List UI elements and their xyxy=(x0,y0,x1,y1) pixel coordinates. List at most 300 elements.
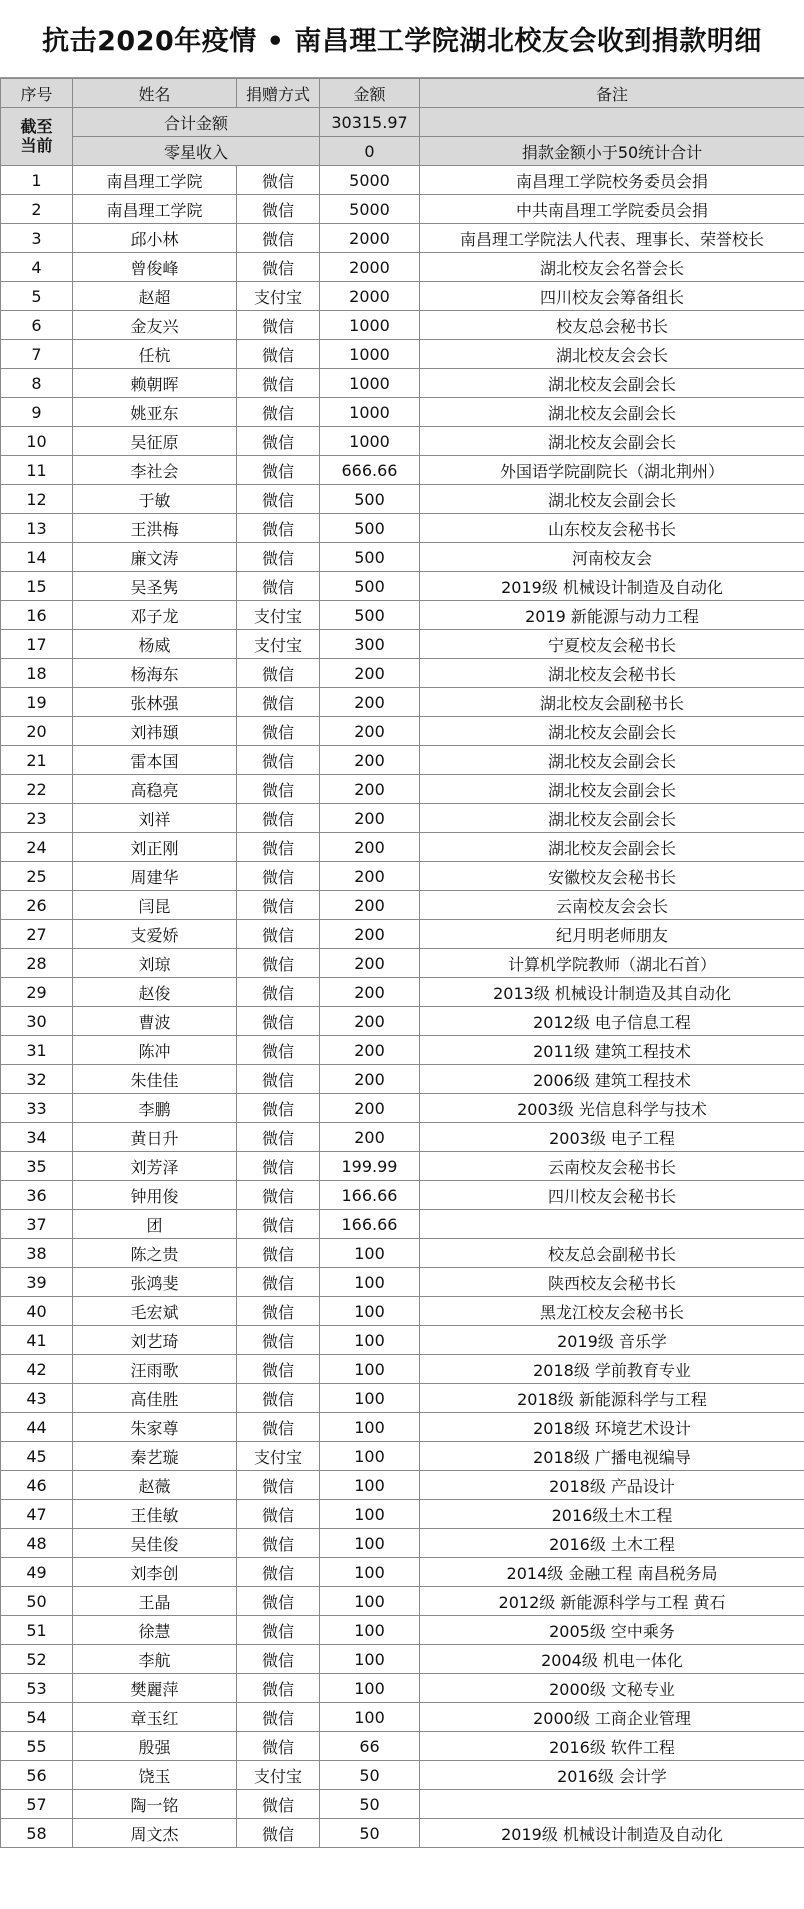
cell-method: 微信 xyxy=(237,1819,320,1848)
cell-amount: 5000 xyxy=(320,195,420,224)
cell-amount: 500 xyxy=(320,485,420,514)
cell-note: 2018级 新能源科学与工程 xyxy=(420,1384,804,1413)
cell-index: 11 xyxy=(1,456,73,485)
cell-method: 微信 xyxy=(237,1297,320,1326)
table-row xyxy=(1,456,804,485)
cell-name: 陶一铭 xyxy=(73,1790,237,1819)
cell-name: 朱家尊 xyxy=(73,1413,237,1442)
cell-index: 53 xyxy=(1,1674,73,1703)
cell-amount: 200 xyxy=(320,1094,420,1123)
table-row xyxy=(1,1123,804,1152)
cell-name: 于敏 xyxy=(73,485,237,514)
header-method: 捐赠方式 xyxy=(237,79,320,108)
cell-amount: 500 xyxy=(320,572,420,601)
cell-amount: 200 xyxy=(320,688,420,717)
table-row xyxy=(1,1819,804,1848)
cell-name: 李社会 xyxy=(73,456,237,485)
cell-note: 2018级 产品设计 xyxy=(420,1471,804,1500)
cell-name: 廉文涛 xyxy=(73,543,237,572)
cell-amount: 100 xyxy=(320,1703,420,1732)
table-row xyxy=(1,369,804,398)
cell-method: 微信 xyxy=(237,1007,320,1036)
cell-name: 刘艺琦 xyxy=(73,1326,237,1355)
table-row xyxy=(1,485,804,514)
cell-note: 湖北校友会副会长 xyxy=(420,485,804,514)
cell-note: 四川校友会筹备组长 xyxy=(420,282,804,311)
table-row xyxy=(1,688,804,717)
cell-index: 40 xyxy=(1,1297,73,1326)
cell-note: 四川校友会秘书长 xyxy=(420,1181,804,1210)
cell-amount: 200 xyxy=(320,1123,420,1152)
cell-note: 2019 新能源与动力工程 xyxy=(420,601,804,630)
cell-name: 邱小林 xyxy=(73,224,237,253)
cell-index: 8 xyxy=(1,369,73,398)
table-row xyxy=(1,601,804,630)
cell-index: 3 xyxy=(1,224,73,253)
cell-index: 47 xyxy=(1,1500,73,1529)
cell-name: 陈之贵 xyxy=(73,1239,237,1268)
cell-amount: 200 xyxy=(320,1036,420,1065)
cell-note: 2011级 建筑工程技术 xyxy=(420,1036,804,1065)
cell-note: 安徽校友会秘书长 xyxy=(420,862,804,891)
cell-method: 微信 xyxy=(237,572,320,601)
cell-note: 2003级 电子工程 xyxy=(420,1123,804,1152)
cell-note: 2003级 光信息科学与技术 xyxy=(420,1094,804,1123)
cell-index: 14 xyxy=(1,543,73,572)
cell-note: 湖北校友会副会长 xyxy=(420,833,804,862)
cell-index: 25 xyxy=(1,862,73,891)
cell-note: 南昌理工学院法人代表、理事长、荣誉校长 xyxy=(420,224,804,253)
page-title: 抗击2020年疫情 • 南昌理工学院湖北校友会收到捐款明细 xyxy=(0,0,804,78)
table-row xyxy=(1,224,804,253)
table-row xyxy=(1,1384,804,1413)
table-row xyxy=(1,630,804,659)
cell-name: 徐慧 xyxy=(73,1616,237,1645)
cell-method: 微信 xyxy=(237,166,320,195)
cell-name: 赵俊 xyxy=(73,978,237,1007)
cell-amount: 100 xyxy=(320,1297,420,1326)
cell-note: 湖北校友会副会长 xyxy=(420,427,804,456)
cell-method: 微信 xyxy=(237,1558,320,1587)
cell-method: 微信 xyxy=(237,1210,320,1239)
table-row xyxy=(1,717,804,746)
cell-method: 支付宝 xyxy=(237,1761,320,1790)
cell-amount: 300 xyxy=(320,630,420,659)
cell-method: 微信 xyxy=(237,1239,320,1268)
cell-index: 27 xyxy=(1,920,73,949)
cell-index: 15 xyxy=(1,572,73,601)
cell-method: 微信 xyxy=(237,775,320,804)
cell-index: 16 xyxy=(1,601,73,630)
cell-note: 2016级 会计学 xyxy=(420,1761,804,1790)
cell-index: 21 xyxy=(1,746,73,775)
cell-index: 20 xyxy=(1,717,73,746)
cell-index: 50 xyxy=(1,1587,73,1616)
cell-index: 33 xyxy=(1,1094,73,1123)
summary-label-line2: 当前 xyxy=(20,135,53,155)
table-row xyxy=(1,1065,804,1094)
cell-amount: 1000 xyxy=(320,340,420,369)
table-row xyxy=(1,1500,804,1529)
cell-index: 54 xyxy=(1,1703,73,1732)
cell-method: 微信 xyxy=(237,978,320,1007)
cell-method: 微信 xyxy=(237,1471,320,1500)
cell-name: 王佳敏 xyxy=(73,1500,237,1529)
cell-index: 35 xyxy=(1,1152,73,1181)
cell-amount: 1000 xyxy=(320,398,420,427)
cell-method: 微信 xyxy=(237,398,320,427)
cell-amount: 200 xyxy=(320,891,420,920)
table-row xyxy=(1,978,804,1007)
cell-method: 微信 xyxy=(237,1703,320,1732)
cell-method: 微信 xyxy=(237,1413,320,1442)
cell-name: 刘琼 xyxy=(73,949,237,978)
cell-index: 1 xyxy=(1,166,73,195)
cell-index: 10 xyxy=(1,427,73,456)
cell-index: 31 xyxy=(1,1036,73,1065)
cell-name: 赵超 xyxy=(73,282,237,311)
cell-note: 宁夏校友会秘书长 xyxy=(420,630,804,659)
cell-method: 微信 xyxy=(237,1616,320,1645)
cell-index: 7 xyxy=(1,340,73,369)
summary-small-row xyxy=(1,137,804,166)
cell-method: 微信 xyxy=(237,891,320,920)
cell-index: 57 xyxy=(1,1790,73,1819)
cell-name: 金友兴 xyxy=(73,311,237,340)
table-row xyxy=(1,746,804,775)
cell-index: 34 xyxy=(1,1123,73,1152)
cell-amount: 100 xyxy=(320,1645,420,1674)
cell-note: 校友总会副秘书长 xyxy=(420,1239,804,1268)
cell-method: 微信 xyxy=(237,311,320,340)
cell-method: 微信 xyxy=(237,717,320,746)
cell-method: 微信 xyxy=(237,1384,320,1413)
table-row xyxy=(1,775,804,804)
cell-method: 微信 xyxy=(237,1326,320,1355)
cell-method: 微信 xyxy=(237,485,320,514)
table-row xyxy=(1,1355,804,1384)
cell-amount: 166.66 xyxy=(320,1181,420,1210)
cell-note: 2016级 土木工程 xyxy=(420,1529,804,1558)
table-row xyxy=(1,427,804,456)
cell-name: 曾俊峰 xyxy=(73,253,237,282)
cell-name: 曹波 xyxy=(73,1007,237,1036)
cell-amount: 100 xyxy=(320,1674,420,1703)
cell-note: 2018级 广播电视编导 xyxy=(420,1442,804,1471)
cell-name: 王洪梅 xyxy=(73,514,237,543)
cell-amount: 2000 xyxy=(320,282,420,311)
total-amount: 30315.97 xyxy=(320,108,420,137)
cell-note: 湖北校友会秘书长 xyxy=(420,659,804,688)
cell-name: 杨威 xyxy=(73,630,237,659)
cell-method: 微信 xyxy=(237,659,320,688)
table-row xyxy=(1,1587,804,1616)
table-row xyxy=(1,572,804,601)
header-name: 姓名 xyxy=(73,79,237,108)
cell-index: 4 xyxy=(1,253,73,282)
cell-amount: 100 xyxy=(320,1616,420,1645)
cell-name: 周文杰 xyxy=(73,1819,237,1848)
cell-note: 云南校友会会长 xyxy=(420,891,804,920)
cell-method: 微信 xyxy=(237,1529,320,1558)
cell-name: 李航 xyxy=(73,1645,237,1674)
table-row xyxy=(1,1471,804,1500)
cell-note: 外国语学院副院长（湖北荆州） xyxy=(420,456,804,485)
cell-index: 6 xyxy=(1,311,73,340)
cell-method: 微信 xyxy=(237,1123,320,1152)
cell-amount: 199.99 xyxy=(320,1152,420,1181)
cell-note: 陕西校友会秘书长 xyxy=(420,1268,804,1297)
cell-note: 纪月明老师朋友 xyxy=(420,920,804,949)
summary-total-row xyxy=(1,108,804,137)
cell-method: 微信 xyxy=(237,1094,320,1123)
cell-name: 刘李创 xyxy=(73,1558,237,1587)
table-row xyxy=(1,949,804,978)
cell-amount: 166.66 xyxy=(320,1210,420,1239)
cell-index: 45 xyxy=(1,1442,73,1471)
cell-method: 支付宝 xyxy=(237,630,320,659)
cell-amount: 1000 xyxy=(320,427,420,456)
cell-method: 微信 xyxy=(237,224,320,253)
cell-name: 刘祎頲 xyxy=(73,717,237,746)
cell-method: 微信 xyxy=(237,949,320,978)
cell-amount: 5000 xyxy=(320,166,420,195)
cell-index: 58 xyxy=(1,1819,73,1848)
cell-amount: 100 xyxy=(320,1355,420,1384)
total-label: 合计金额 xyxy=(73,108,320,137)
cell-name: 刘正刚 xyxy=(73,833,237,862)
cell-name: 樊麗萍 xyxy=(73,1674,237,1703)
cell-method: 微信 xyxy=(237,1790,320,1819)
table-row xyxy=(1,1181,804,1210)
cell-note: 2014级 金融工程 南昌税务局 xyxy=(420,1558,804,1587)
cell-index: 32 xyxy=(1,1065,73,1094)
cell-index: 43 xyxy=(1,1384,73,1413)
cell-index: 38 xyxy=(1,1239,73,1268)
cell-index: 36 xyxy=(1,1181,73,1210)
cell-amount: 50 xyxy=(320,1761,420,1790)
cell-index: 9 xyxy=(1,398,73,427)
cell-method: 微信 xyxy=(237,1355,320,1384)
cell-amount: 500 xyxy=(320,543,420,572)
cell-amount: 200 xyxy=(320,659,420,688)
cell-amount: 50 xyxy=(320,1819,420,1848)
cell-amount: 100 xyxy=(320,1326,420,1355)
cell-note: 2016级 软件工程 xyxy=(420,1732,804,1761)
cell-index: 22 xyxy=(1,775,73,804)
cell-method: 微信 xyxy=(237,1152,320,1181)
table-row xyxy=(1,1645,804,1674)
cell-index: 30 xyxy=(1,1007,73,1036)
cell-index: 13 xyxy=(1,514,73,543)
cell-note: 2005级 空中乘务 xyxy=(420,1616,804,1645)
summary-label-line1: 截至 xyxy=(20,117,53,137)
cell-note: 2019级 机械设计制造及自动化 xyxy=(420,572,804,601)
cell-amount: 200 xyxy=(320,862,420,891)
table-row xyxy=(1,1442,804,1471)
cell-note: 云南校友会秘书长 xyxy=(420,1152,804,1181)
cell-method: 微信 xyxy=(237,1587,320,1616)
cell-index: 44 xyxy=(1,1413,73,1442)
cell-amount: 2000 xyxy=(320,253,420,282)
cell-amount: 200 xyxy=(320,717,420,746)
cell-amount: 100 xyxy=(320,1268,420,1297)
cell-name: 赖朝晖 xyxy=(73,369,237,398)
table-row xyxy=(1,1529,804,1558)
summary-label xyxy=(1,108,73,166)
cell-index: 19 xyxy=(1,688,73,717)
cell-amount: 200 xyxy=(320,775,420,804)
cell-index: 29 xyxy=(1,978,73,1007)
table-row xyxy=(1,1761,804,1790)
cell-method: 支付宝 xyxy=(237,282,320,311)
cell-amount: 200 xyxy=(320,949,420,978)
cell-name: 团 xyxy=(73,1210,237,1239)
cell-amount: 100 xyxy=(320,1413,420,1442)
table-row xyxy=(1,340,804,369)
cell-note: 湖北校友会副会长 xyxy=(420,804,804,833)
cell-name: 张林强 xyxy=(73,688,237,717)
cell-note: 2018级 环境艺术设计 xyxy=(420,1413,804,1442)
cell-note: 2019级 机械设计制造及自动化 xyxy=(420,1819,804,1848)
cell-index: 52 xyxy=(1,1645,73,1674)
table-row xyxy=(1,804,804,833)
cell-name: 吴征原 xyxy=(73,427,237,456)
cell-name: 吴佳俊 xyxy=(73,1529,237,1558)
table-row xyxy=(1,514,804,543)
table-row xyxy=(1,166,804,195)
cell-amount: 100 xyxy=(320,1384,420,1413)
cell-note: 2012级 电子信息工程 xyxy=(420,1007,804,1036)
cell-note: 湖北校友会名誉会长 xyxy=(420,253,804,282)
cell-note: 2012级 新能源科学与工程 黄石 xyxy=(420,1587,804,1616)
cell-name: 毛宏斌 xyxy=(73,1297,237,1326)
table-row xyxy=(1,311,804,340)
table-row xyxy=(1,282,804,311)
table-row xyxy=(1,1703,804,1732)
cell-name: 高佳胜 xyxy=(73,1384,237,1413)
small-income-amount: 0 xyxy=(320,137,420,166)
cell-amount: 66 xyxy=(320,1732,420,1761)
cell-index: 49 xyxy=(1,1558,73,1587)
cell-amount: 100 xyxy=(320,1558,420,1587)
cell-note: 计算机学院教师（湖北石首） xyxy=(420,949,804,978)
cell-name: 李鹏 xyxy=(73,1094,237,1123)
table-row xyxy=(1,1036,804,1065)
cell-amount: 500 xyxy=(320,514,420,543)
header-amount: 金额 xyxy=(320,79,420,108)
cell-method: 微信 xyxy=(237,1268,320,1297)
cell-note: 2006级 建筑工程技术 xyxy=(420,1065,804,1094)
cell-method: 微信 xyxy=(237,833,320,862)
cell-method: 微信 xyxy=(237,746,320,775)
cell-name: 南昌理工学院 xyxy=(73,195,237,224)
cell-index: 26 xyxy=(1,891,73,920)
cell-method: 微信 xyxy=(237,1674,320,1703)
small-income-label: 零星收入 xyxy=(73,137,320,166)
cell-amount: 50 xyxy=(320,1790,420,1819)
table-row xyxy=(1,1152,804,1181)
cell-note: 南昌理工学院校务委员会捐 xyxy=(420,166,804,195)
cell-name: 赵薇 xyxy=(73,1471,237,1500)
cell-amount: 100 xyxy=(320,1500,420,1529)
cell-note xyxy=(420,1790,804,1819)
cell-method: 微信 xyxy=(237,920,320,949)
cell-index: 42 xyxy=(1,1355,73,1384)
cell-index: 37 xyxy=(1,1210,73,1239)
cell-amount: 200 xyxy=(320,978,420,1007)
cell-index: 12 xyxy=(1,485,73,514)
table-row xyxy=(1,1790,804,1819)
cell-note: 湖北校友会副会长 xyxy=(420,746,804,775)
table-row xyxy=(1,195,804,224)
cell-name: 陈冲 xyxy=(73,1036,237,1065)
cell-amount: 1000 xyxy=(320,311,420,340)
table-row xyxy=(1,1558,804,1587)
cell-name: 黄日升 xyxy=(73,1123,237,1152)
table-row xyxy=(1,1094,804,1123)
cell-name: 雷本国 xyxy=(73,746,237,775)
table-row xyxy=(1,833,804,862)
table-row xyxy=(1,1616,804,1645)
table-row xyxy=(1,1239,804,1268)
cell-method: 微信 xyxy=(237,1065,320,1094)
table-row xyxy=(1,862,804,891)
cell-name: 邓子龙 xyxy=(73,601,237,630)
cell-note: 2019级 音乐学 xyxy=(420,1326,804,1355)
table-row xyxy=(1,920,804,949)
cell-note: 湖北校友会副秘书长 xyxy=(420,688,804,717)
cell-method: 微信 xyxy=(237,1732,320,1761)
cell-method: 微信 xyxy=(237,456,320,485)
cell-method: 微信 xyxy=(237,340,320,369)
donation-table xyxy=(0,78,804,1848)
cell-name: 刘芳泽 xyxy=(73,1152,237,1181)
cell-name: 秦艺璇 xyxy=(73,1442,237,1471)
cell-name: 汪雨歌 xyxy=(73,1355,237,1384)
cell-method: 微信 xyxy=(237,862,320,891)
cell-note: 2000级 工商企业管理 xyxy=(420,1703,804,1732)
table-row xyxy=(1,1732,804,1761)
cell-name: 吴圣隽 xyxy=(73,572,237,601)
cell-method: 微信 xyxy=(237,369,320,398)
cell-amount: 200 xyxy=(320,804,420,833)
table-row xyxy=(1,398,804,427)
cell-amount: 200 xyxy=(320,833,420,862)
cell-index: 51 xyxy=(1,1616,73,1645)
table-row xyxy=(1,1297,804,1326)
cell-method: 微信 xyxy=(237,195,320,224)
cell-index: 18 xyxy=(1,659,73,688)
cell-index: 56 xyxy=(1,1761,73,1790)
cell-name: 饶玉 xyxy=(73,1761,237,1790)
cell-name: 王晶 xyxy=(73,1587,237,1616)
cell-name: 姚亚东 xyxy=(73,398,237,427)
cell-index: 2 xyxy=(1,195,73,224)
cell-index: 24 xyxy=(1,833,73,862)
header-row xyxy=(1,79,804,108)
cell-method: 微信 xyxy=(237,253,320,282)
table-row xyxy=(1,1210,804,1239)
cell-amount: 100 xyxy=(320,1529,420,1558)
cell-note: 湖北校友会副会长 xyxy=(420,775,804,804)
cell-method: 微信 xyxy=(237,514,320,543)
cell-name: 刘祥 xyxy=(73,804,237,833)
cell-method: 微信 xyxy=(237,1181,320,1210)
cell-index: 39 xyxy=(1,1268,73,1297)
cell-index: 48 xyxy=(1,1529,73,1558)
cell-method: 支付宝 xyxy=(237,601,320,630)
